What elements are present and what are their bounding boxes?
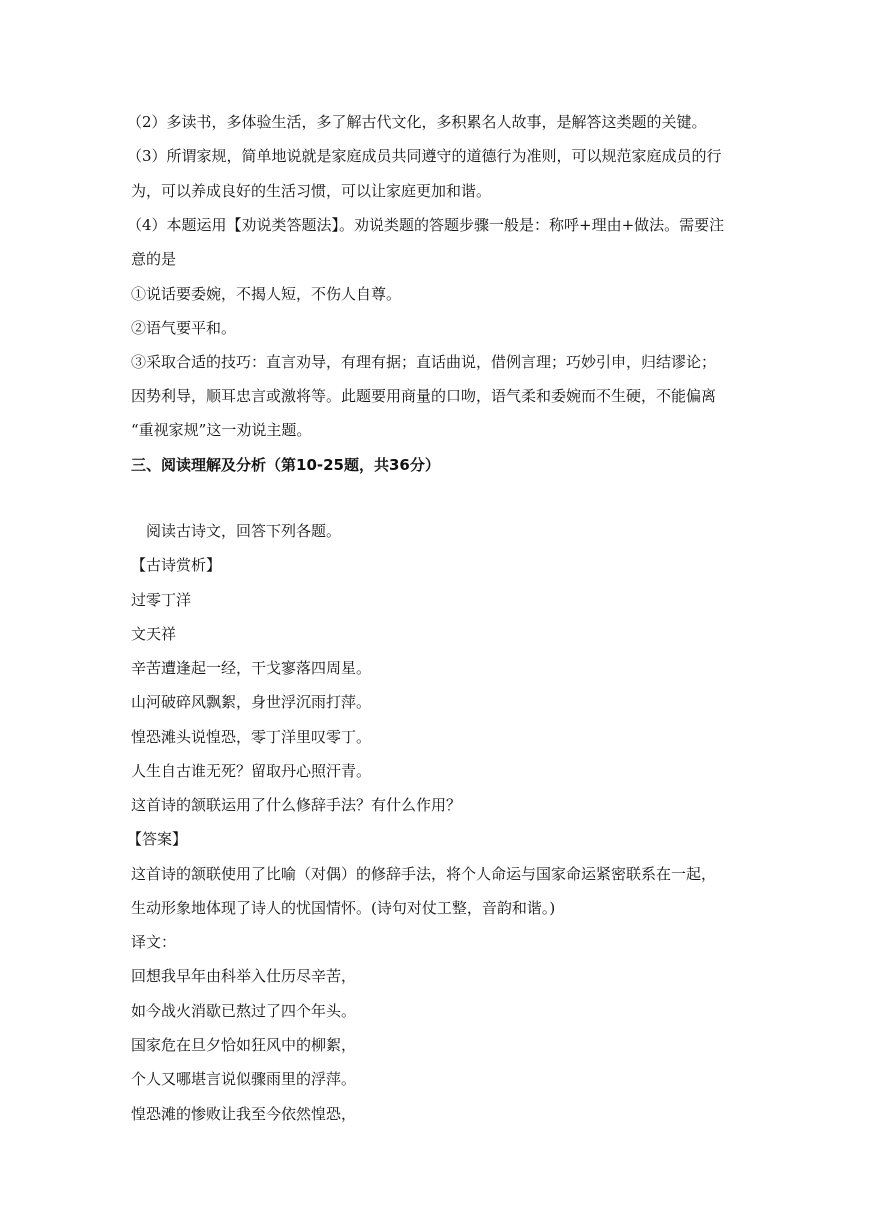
question: 这首诗的颔联运用了什么修辞手法？有什么作用？ xyxy=(131,796,462,814)
explanation-p2: （2）多读书，多体验生活，多了解古代文化，多积累名人故事，是解答这类题的关键。 xyxy=(127,113,707,131)
explanation-p3-line2: 为，可以养成良好的生活习惯，可以让家庭更加和谐。 xyxy=(131,182,492,200)
poem-line: 惶恐滩头说惶恐，零丁洋里叹零丁。 xyxy=(131,728,372,746)
explanation-item1: ①说话要委婉，不揭人短，不伤人自尊。 xyxy=(131,285,402,303)
answer-label: 【答案】 xyxy=(127,830,188,848)
translation-line: 如今战火消歇已熬过了四个年头。 xyxy=(131,1002,357,1020)
translation-line: 国家危在旦夕恰如狂风中的柳絮， xyxy=(131,1036,357,1054)
translation-line: 个人又哪堪言说似骤雨里的浮萍。 xyxy=(131,1070,357,1088)
answer-line1: 这首诗的颔联使用了比喻（对偶）的修辞手法，将个人命运与国家命运紧密联系在一起， xyxy=(131,865,717,883)
reading-instruction: 阅读古诗文，回答下列各题。 xyxy=(146,522,342,540)
translation-line: 回想我早年由科举入仕历尽辛苦， xyxy=(131,967,357,985)
explanation-p4-line2: 意的是 xyxy=(131,250,177,268)
section-heading: 三、阅读理解及分析（第10-25题，共36分） xyxy=(131,456,440,474)
section-label: 【古诗赏析】 xyxy=(131,556,222,574)
explanation-p3-line1: （3）所谓家规，简单地说就是家庭成员共同遵守的道德行为准则，可以规范家庭成员的行 xyxy=(127,147,722,165)
explanation-p4-line1: （4）本题运用【劝说类答题法】。劝说类题的答题步骤一般是：称呼+理由+做法。需要注 xyxy=(127,216,725,234)
explanation-item2: ②语气要平和。 xyxy=(131,319,237,337)
poem-author: 文天祥 xyxy=(131,625,177,643)
poem-title: 过零丁洋 xyxy=(131,591,192,609)
poem-line: 山河破碎风飘絮，身世浮沉雨打萍。 xyxy=(131,693,372,711)
explanation-item3-line2: 因势利导，顺耳忠言或激将等。此题要用商量的口吻，语气柔和委婉而不生硬，不能偏离 xyxy=(131,387,717,405)
poem-line: 人生自古谁无死？留取丹心照汗青。 xyxy=(131,762,372,780)
translation-line: 惶恐滩的惨败让我至今依然惶恐， xyxy=(131,1105,357,1123)
poem-line: 辛苦遭逢起一经，干戈寥落四周星。 xyxy=(131,659,372,677)
explanation-item3-line1: ③采取合适的技巧：直言劝导，有理有据；直话曲说，借例言理；巧妙引申，归结谬论； xyxy=(131,353,717,371)
answer-line2: 生动形象地体现了诗人的忧国情怀。(诗句对仗工整，音韵和谐。) xyxy=(131,899,556,917)
translation-label: 译文： xyxy=(131,933,177,951)
explanation-item3-line3: “重视家规”这一劝说主题。 xyxy=(131,421,312,439)
